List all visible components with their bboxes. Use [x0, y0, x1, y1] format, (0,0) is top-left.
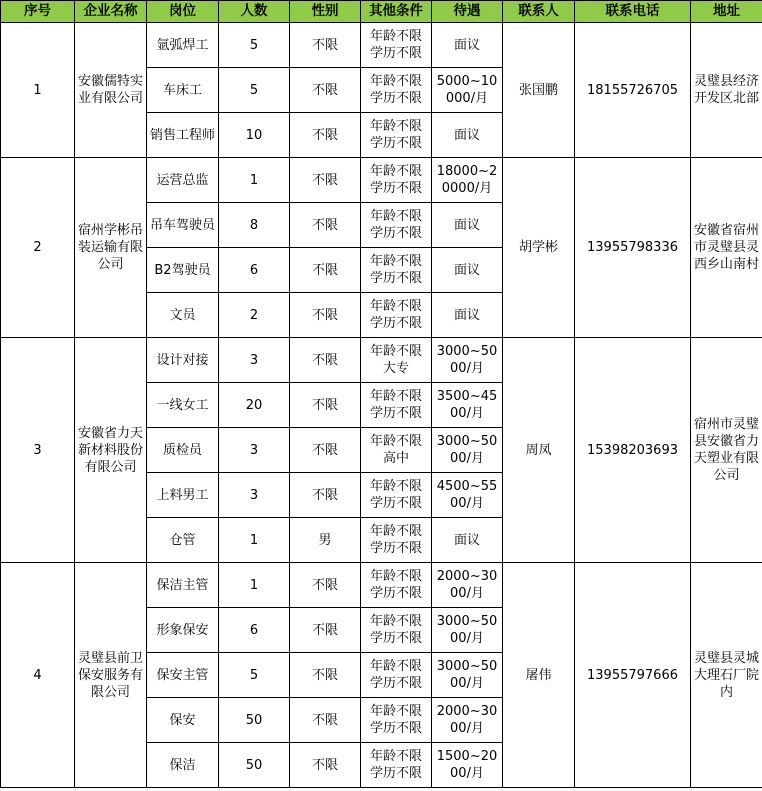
job-conditions: 年龄不限 学历不限 — [361, 743, 432, 788]
job-gender: 不限 — [290, 158, 361, 203]
job-conditions: 年龄不限 学历不限 — [361, 23, 432, 68]
header-cell: 联系电话 — [575, 1, 691, 23]
job-position: 保安主管 — [147, 653, 219, 698]
job-pay: 5000~10000/月 — [432, 68, 503, 113]
job-gender: 不限 — [290, 248, 361, 293]
job-pay: 面议 — [432, 113, 503, 158]
job-position: 文员 — [147, 293, 219, 338]
company-no: 2 — [1, 158, 75, 338]
job-conditions: 年龄不限 学历不限 — [361, 248, 432, 293]
job-pay: 1500~2000/月 — [432, 743, 503, 788]
job-pay: 2000~3000/月 — [432, 698, 503, 743]
job-gender: 不限 — [290, 203, 361, 248]
job-pay: 面议 — [432, 518, 503, 563]
job-conditions: 年龄不限 学历不限 — [361, 383, 432, 428]
job-conditions: 年龄不限 学历不限 — [361, 68, 432, 113]
job-position: 保洁主管 — [147, 563, 219, 608]
contact-phone: 15398203693 — [575, 338, 691, 563]
job-pay: 3000~5000/月 — [432, 338, 503, 383]
job-pay: 面议 — [432, 203, 503, 248]
company-no: 3 — [1, 338, 75, 563]
job-position: B2驾驶员 — [147, 248, 219, 293]
job-conditions: 年龄不限 学历不限 — [361, 203, 432, 248]
job-count: 3 — [219, 428, 290, 473]
job-count: 1 — [219, 518, 290, 563]
job-position: 设计对接 — [147, 338, 219, 383]
contact-person: 周凤 — [503, 338, 575, 563]
job-count: 1 — [219, 158, 290, 203]
job-position: 氩弧焊工 — [147, 23, 219, 68]
job-count: 1 — [219, 563, 290, 608]
job-pay: 面议 — [432, 23, 503, 68]
job-pay: 2000~3000/月 — [432, 563, 503, 608]
job-count: 10 — [219, 113, 290, 158]
job-gender: 不限 — [290, 68, 361, 113]
job-position: 保洁 — [147, 743, 219, 788]
job-pay: 面议 — [432, 248, 503, 293]
header-cell: 人数 — [219, 1, 290, 23]
header-cell: 联系人 — [503, 1, 575, 23]
job-conditions: 年龄不限 学历不限 — [361, 113, 432, 158]
job-conditions: 年龄不限 学历不限 — [361, 518, 432, 563]
job-conditions: 年龄不限 学历不限 — [361, 608, 432, 653]
job-count: 3 — [219, 338, 290, 383]
job-gender: 不限 — [290, 653, 361, 698]
contact-phone: 13955797666 — [575, 563, 691, 788]
job-pay: 面议 — [432, 293, 503, 338]
table-row — [1, 23, 762, 68]
job-gender: 不限 — [290, 383, 361, 428]
job-pay: 3000~5000/月 — [432, 653, 503, 698]
header-cell: 性别 — [290, 1, 361, 23]
job-count: 6 — [219, 608, 290, 653]
contact-person: 胡学彬 — [503, 158, 575, 338]
table-row — [1, 563, 762, 608]
job-position: 销售工程师 — [147, 113, 219, 158]
company-no: 1 — [1, 23, 75, 158]
job-gender: 不限 — [290, 113, 361, 158]
job-pay: 3500~4500/月 — [432, 383, 503, 428]
company-name: 安徽儒特实业有限公司 — [75, 23, 147, 158]
contact-person: 张国鹏 — [503, 23, 575, 158]
job-gender: 男 — [290, 518, 361, 563]
company-address: 灵璧县灵城大理石厂院内 — [691, 563, 762, 788]
job-gender: 不限 — [290, 743, 361, 788]
header-cell: 地址 — [691, 1, 762, 23]
company-name: 灵璧县前卫保安服务有限公司 — [75, 563, 147, 788]
company-name: 安徽省力天新材料股份有限公司 — [75, 338, 147, 563]
job-count: 50 — [219, 743, 290, 788]
job-count: 6 — [219, 248, 290, 293]
job-conditions: 年龄不限 大专 — [361, 338, 432, 383]
contact-phone: 13955798336 — [575, 158, 691, 338]
job-count: 20 — [219, 383, 290, 428]
job-pay: 3000~5000/月 — [432, 428, 503, 473]
company-address: 灵璧县经济开发区北部 — [691, 23, 762, 158]
job-gender: 不限 — [290, 608, 361, 653]
job-conditions: 年龄不限 学历不限 — [361, 293, 432, 338]
job-position: 保安 — [147, 698, 219, 743]
job-conditions: 年龄不限 学历不限 — [361, 473, 432, 518]
job-gender: 不限 — [290, 698, 361, 743]
job-gender: 不限 — [290, 293, 361, 338]
job-conditions: 年龄不限 学历不限 — [361, 563, 432, 608]
job-count: 5 — [219, 653, 290, 698]
job-count: 3 — [219, 473, 290, 518]
job-count: 50 — [219, 698, 290, 743]
job-position: 吊车驾驶员 — [147, 203, 219, 248]
job-gender: 不限 — [290, 23, 361, 68]
job-count: 8 — [219, 203, 290, 248]
job-position: 运营总监 — [147, 158, 219, 203]
company-address: 安徽省宿州市灵璧县灵西乡山南村 — [691, 158, 762, 338]
job-pay: 3000~5000/月 — [432, 608, 503, 653]
job-gender: 不限 — [290, 338, 361, 383]
job-gender: 不限 — [290, 428, 361, 473]
company-name: 宿州学彬吊装运输有限公司 — [75, 158, 147, 338]
job-conditions: 年龄不限 学历不限 — [361, 698, 432, 743]
job-position: 上料男工 — [147, 473, 219, 518]
job-conditions: 年龄不限 学历不限 — [361, 653, 432, 698]
job-conditions: 年龄不限 学历不限 — [361, 158, 432, 203]
header-cell: 其他条件 — [361, 1, 432, 23]
table-row — [1, 338, 762, 383]
header-cell: 待遇 — [432, 1, 503, 23]
job-count: 2 — [219, 293, 290, 338]
job-pay: 18000~20000/月 — [432, 158, 503, 203]
header-cell: 岗位 — [147, 1, 219, 23]
job-conditions: 年龄不限 高中 — [361, 428, 432, 473]
job-gender: 不限 — [290, 473, 361, 518]
job-pay: 4500~5500/月 — [432, 473, 503, 518]
job-gender: 不限 — [290, 563, 361, 608]
header-row — [1, 1, 762, 23]
company-no: 4 — [1, 563, 75, 788]
job-position: 质检员 — [147, 428, 219, 473]
contact-person: 屠伟 — [503, 563, 575, 788]
job-position: 形象保安 — [147, 608, 219, 653]
company-address: 宿州市灵璧县安徽省力天塑业有限公司 — [691, 338, 762, 563]
job-count: 5 — [219, 23, 290, 68]
job-position: 一线女工 — [147, 383, 219, 428]
contact-phone: 18155726705 — [575, 23, 691, 158]
header-cell: 企业名称 — [75, 1, 147, 23]
job-count: 5 — [219, 68, 290, 113]
job-position: 车床工 — [147, 68, 219, 113]
job-position: 仓管 — [147, 518, 219, 563]
table-row — [1, 158, 762, 203]
header-cell: 序号 — [1, 1, 75, 23]
